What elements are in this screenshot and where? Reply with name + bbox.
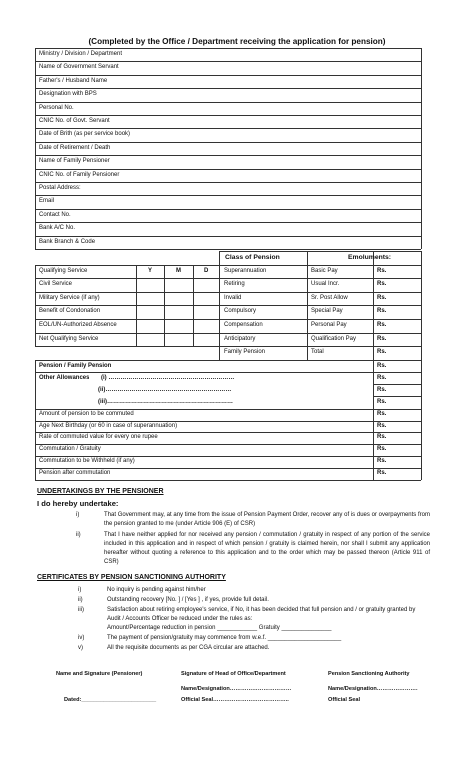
rs-label: Rs. (377, 362, 387, 369)
rule-line (35, 265, 36, 347)
pension-row-label: Pension / Family Pension (39, 362, 112, 369)
rule-line (35, 480, 421, 481)
rs-label: Rs. (377, 458, 387, 464)
info-row-label: CNIC No. of Family Pensioner (39, 171, 120, 178)
rs-label: Rs. (377, 374, 387, 381)
undertaking-number: ii) (76, 531, 81, 538)
undertake-subheading: I do hereby undertake: (37, 498, 119, 508)
rule-line (373, 251, 374, 360)
info-row-label: Ministry / Division / Department (39, 51, 123, 57)
rs-label: Rs. (377, 410, 387, 417)
head-signature-label: Signature of Head of Office/Department (181, 671, 286, 677)
info-row-label: Bank Branch & Code (39, 238, 96, 245)
pension-row-label: Rate of commuted value for every one rupee (39, 434, 158, 441)
pension-row-label: Age Next Birthday (or 60 in case of superannuation) (39, 422, 178, 429)
rs-label: Rs. (377, 308, 387, 315)
certificates-heading: CERTIFICATES BY PENSION SANCTIONING AUTHORITY (37, 573, 226, 581)
info-row-label: CNIC No. of Govt. Servant (39, 118, 110, 124)
service-row-label: Civil Service (39, 281, 73, 288)
emolument-label: Sr. Post Allow (311, 294, 348, 301)
certificate-text: Outstanding recovery [No. ] / [Yes ] , if yes, provide full detail. (107, 596, 269, 603)
rs-label: Rs. (377, 446, 387, 453)
class-of-pension-header: Class of Pension (225, 254, 280, 261)
allowance-item-line: (ii)……………………………………………………… (98, 387, 232, 394)
head-official-seal: Official Seal………………………………….. (181, 697, 289, 703)
pension-row-label: Commutation / Gratuity (39, 446, 101, 453)
rs-label: Rs. (377, 469, 387, 476)
certificate-text: All the requisite documents as per CGA circular are attached. (107, 645, 270, 652)
certificate-number: v) (78, 645, 83, 652)
info-row-label: Bank A/C No. (39, 225, 76, 232)
rs-label: Rs. (377, 281, 387, 288)
info-row-label: Email (39, 198, 55, 205)
pension-row-label: Commutation to be Withheld (if any) (39, 458, 135, 464)
rs-label: Rs. (377, 335, 387, 342)
info-row-label: Date of Brith (as per service book) (39, 131, 131, 138)
pension-class-label: Family Pension (224, 349, 266, 356)
service-row-label: Military Service (if any) (39, 294, 100, 301)
rs-label: Rs. (377, 322, 387, 328)
dated-field[interactable]: Dated:________________________ (64, 697, 157, 703)
rule-line (421, 251, 422, 360)
info-row-label: Designation with BPS (39, 91, 97, 98)
rs-label: Rs. (377, 267, 387, 274)
info-row-label: Name of Government Servant (39, 64, 119, 71)
service-row-label: Net Qualifying Service (39, 335, 99, 342)
authority-official-seal: Official Seal (328, 697, 361, 703)
info-row-label: Personal No. (39, 104, 74, 111)
pension-class-label: Superannuation (224, 267, 267, 274)
rs-label: Rs. (377, 422, 387, 429)
service-row-label: Qualifying Service (39, 267, 88, 274)
form-header: (Completed by the Office / Department receiving the application for pension) (88, 37, 386, 46)
pension-class-label: Retiring (224, 281, 245, 288)
emoluments-header: Emoluments: (348, 254, 392, 261)
certificate-number: iii) (78, 607, 84, 613)
certificate-number: i) (78, 586, 82, 593)
col-m-header: M (176, 267, 181, 274)
authority-name-designation: Name/Designation…………………. (328, 686, 418, 692)
rule-line (373, 360, 374, 480)
certificate-text: Satisfaction about retiring employee's service, if No, it has been decided that full pension and / or gratuity granted by Audit / Accounts Officer be reduced under the rules as: (107, 607, 416, 623)
rule-line (164, 265, 165, 347)
other-allowances-label: Other Allowances (39, 374, 89, 381)
rule-line (421, 48, 422, 249)
pension-class-label: Compulsory (224, 308, 257, 315)
pension-row-label: Amount of pension to be commuted (39, 410, 134, 417)
info-row-label: Date of Retirement / Death (39, 144, 111, 151)
pension-class-label: Invalid (224, 294, 242, 301)
certificate-text: The payment of pension/gratuity may commence from w.e.f. ______________________ (107, 635, 342, 642)
pension-class-label: Compensation (224, 322, 263, 328)
pension-class-label: Anticipatory (224, 335, 256, 342)
emolument-label: Basic Pay (311, 267, 338, 274)
emolument-label: Personal Pay (311, 322, 347, 328)
rule-line (136, 265, 137, 347)
undertakings-heading: UNDERTAKINGS BY THE PENSIONER (37, 487, 164, 495)
rule-line (193, 265, 194, 347)
pensioner-signature-label: Name and Signature (Pensioner) (56, 671, 143, 677)
undertaking-text: That Government may, at any time from the issue of Pension Payment Order, recover any of is dues or overpayments from the pension granted to me (under Article 906 (E) of CSR) (104, 511, 430, 527)
pension-row-label: Pension after commutation (39, 469, 111, 476)
info-row-label: Father's / Husband Name (39, 77, 108, 84)
rs-label: Rs. (377, 387, 387, 394)
info-row-label: Name of Family Pensioner (39, 158, 110, 165)
rule-line (35, 249, 421, 250)
certificate-number: iv) (78, 635, 85, 642)
rule-line (307, 251, 308, 360)
certificate-text: No inquiry is pending against him/her (107, 586, 206, 593)
certificate-number: ii) (78, 596, 83, 603)
rule-line (35, 360, 36, 480)
service-row-label: Benefit of Condonation (39, 308, 101, 315)
info-row-label: Contact No. (39, 211, 71, 218)
head-name-designation: Name/Designation…………………………… (181, 686, 292, 692)
undertaking-text: That I have neither applied for nor received any pension / commutation / gratuity in respect of any portion of the service included in this application and in respect of which pension / gratuity is claimed herein, nor shall I submit any application hereafter without quoting a reference to this application and to the order which may be passed thereon (Article 911 of CSR) (104, 531, 430, 566)
emolument-label: Total (311, 349, 324, 356)
rule-line (219, 251, 220, 360)
emolument-label: Qualification Pay (311, 335, 357, 342)
rs-label: Rs. (377, 294, 387, 301)
rs-label: Rs. (377, 349, 387, 356)
rs-label: Rs. (377, 399, 387, 406)
service-row-label: EOL/UN-Authorized Absence (39, 322, 117, 328)
rule-line (35, 48, 36, 249)
allowance-item-line: (i) ……………………………………………………… (101, 374, 235, 381)
rule-line (421, 360, 422, 480)
emolument-label: Usual Incr. (311, 281, 340, 288)
authority-label: Pension Sanctioning Authority (328, 671, 410, 677)
undertaking-number: i) (76, 511, 80, 518)
certificate-text: Amount/Percentage reduction in pension ____________ Gratuity _______________ (107, 625, 332, 631)
col-d-header: D (204, 267, 209, 274)
emolument-label: Special Pay (311, 308, 343, 315)
rs-label: Rs. (377, 434, 387, 441)
col-y-header: Y (148, 267, 153, 274)
allowance-item-line: (iii)……………………………………………………… (98, 399, 233, 406)
info-row-label: Postal Address: (39, 185, 81, 191)
